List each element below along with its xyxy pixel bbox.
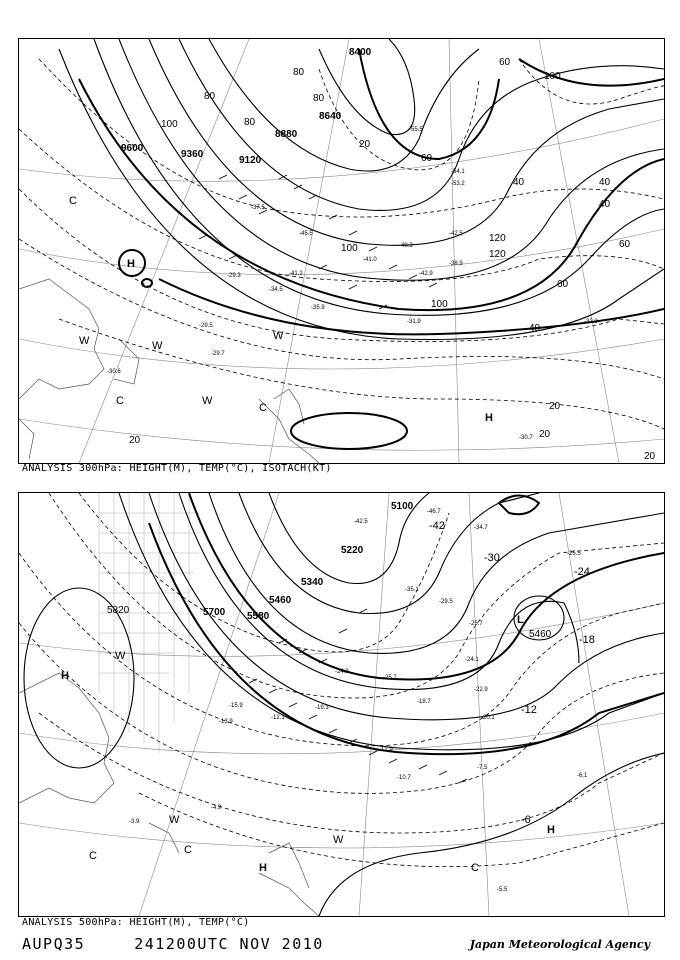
height-label: 8880	[275, 129, 298, 140]
height-labels-300	[121, 47, 372, 166]
cold-marker: C	[259, 402, 267, 414]
height-label: 5220	[341, 545, 364, 556]
svg-text:-41.2: -41.2	[289, 271, 303, 277]
height-label: 8400	[349, 47, 372, 58]
low-marker: L	[517, 614, 524, 626]
height-label: 5820	[107, 605, 130, 616]
thick-contours-500	[149, 493, 664, 754]
isotach-label: 60	[619, 239, 631, 250]
isotach-label: 80	[204, 91, 216, 102]
svg-text:-12.9: -12.9	[379, 747, 393, 753]
svg-text:-24.1: -24.1	[465, 657, 479, 663]
height-labels-500	[107, 501, 552, 640]
warm-marker: W	[202, 395, 213, 407]
svg-text:-32.3: -32.3	[584, 319, 598, 325]
isotach-label: 20	[549, 401, 561, 412]
cold-marker: C	[471, 862, 479, 874]
high-marker: H	[259, 862, 267, 874]
warm-marker: W	[169, 814, 180, 826]
height-contours-300	[59, 39, 664, 340]
svg-text:-29.3: -29.3	[227, 273, 241, 279]
svg-text:-19.3: -19.3	[315, 705, 329, 711]
isotach-label: 60	[421, 153, 433, 164]
warm-marker: W	[273, 330, 284, 342]
temp-labels-500	[129, 509, 588, 893]
height-label: 9600	[121, 143, 144, 154]
svg-text:-54.1: -54.1	[451, 169, 465, 175]
height-label: 5580	[247, 611, 270, 622]
isotach-label: 60	[557, 279, 569, 290]
svg-text:-25.7: -25.7	[469, 621, 483, 627]
svg-text:-4.9: -4.9	[211, 805, 222, 811]
height-label: 9360	[181, 149, 204, 160]
high-marker: H	[127, 258, 135, 270]
isotherm-label: -42	[429, 520, 445, 532]
hatching	[99, 493, 199, 753]
svg-text:-25.5: -25.5	[567, 551, 581, 557]
warm-marker: W	[152, 340, 163, 352]
isotherm-label: -12	[521, 704, 537, 716]
high-marker: H	[485, 412, 493, 424]
warm-marker: W	[115, 650, 126, 662]
high-marker: H	[547, 824, 555, 836]
svg-text:-29.5: -29.5	[199, 323, 213, 329]
caption-300hpa: ANALYSIS 300hPa: HEIGHT(M), TEMP(°C), ISOTACH(KT)	[22, 463, 332, 474]
isotach-label: 20	[644, 451, 656, 462]
svg-text:-6.1: -6.1	[577, 773, 588, 779]
height-label: 5100	[391, 501, 414, 512]
isotherm-label: -6	[521, 814, 531, 826]
svg-text:-3.9: -3.9	[129, 819, 140, 825]
svg-text:-29.7: -29.7	[211, 351, 225, 357]
cold-marker: C	[184, 844, 192, 856]
chart-500hpa	[18, 492, 665, 917]
height-label: 5460	[269, 595, 292, 606]
isotherm-label: -30	[484, 552, 500, 564]
svg-text:-53.2: -53.2	[451, 181, 465, 187]
svg-text:-55.5: -55.5	[409, 127, 423, 133]
svg-text:-31.9: -31.9	[407, 319, 421, 325]
svg-text:-35.9: -35.9	[311, 305, 325, 311]
height-label: 5700	[203, 607, 226, 618]
isotherm-label: -24	[574, 566, 590, 578]
svg-text:-42.5: -42.5	[449, 231, 463, 237]
isotach-label: 100	[161, 119, 178, 130]
isotach-label: 100	[341, 243, 358, 254]
svg-text:-12.1: -12.1	[271, 715, 285, 721]
svg-text:-7.5: -7.5	[477, 765, 488, 771]
isotach-lines	[79, 49, 664, 449]
svg-text:-46.7: -46.7	[427, 509, 441, 515]
svg-text:-30.6: -30.6	[107, 369, 121, 375]
svg-text:-20.1: -20.1	[481, 715, 495, 721]
height-label: 8640	[319, 111, 342, 122]
isotach-label: 40	[599, 199, 611, 210]
wind-barbs-300	[199, 175, 437, 309]
coastline	[19, 673, 319, 916]
warm-marker: W	[333, 834, 344, 846]
isotach-label: 20	[129, 435, 141, 446]
isotach-label: 20	[539, 429, 551, 440]
svg-text:-42.5: -42.5	[354, 519, 368, 525]
isotach-label: 60	[499, 57, 511, 68]
isotach-label: 120	[489, 233, 506, 244]
isotach-label: 20	[359, 139, 371, 150]
warm-marker: W	[79, 335, 90, 347]
isotach-label: 40	[513, 177, 525, 188]
product-header	[22, 935, 324, 953]
product-id: AUPQ35	[22, 935, 86, 953]
chart-300hpa	[18, 38, 665, 464]
isotach-label: 80	[244, 117, 256, 128]
agency-name: Japan Meteorological Agency	[469, 938, 650, 951]
height-label: 5460	[529, 629, 552, 640]
high-marker: H	[61, 670, 69, 682]
cold-marker: C	[69, 195, 77, 207]
svg-text:-34.5: -34.5	[269, 287, 283, 293]
isotach-label: 80	[293, 67, 305, 78]
valid-time: 241200UTC NOV 2010	[134, 935, 324, 953]
svg-text:-13.9: -13.9	[219, 719, 233, 725]
map-300hpa	[19, 39, 664, 463]
svg-text:-38.9: -38.9	[449, 261, 463, 267]
svg-text:-10.7: -10.7	[397, 775, 411, 781]
isotach-label: 100	[544, 71, 561, 82]
svg-text:-37.5: -37.5	[251, 205, 265, 211]
map-500hpa	[19, 493, 664, 916]
isotach-label: 120	[489, 249, 506, 260]
svg-text:-24.3: -24.3	[335, 669, 349, 675]
isotach-label: 40	[529, 323, 541, 334]
isotach-label: 100	[431, 299, 448, 310]
svg-text:-22.9: -22.9	[474, 687, 488, 693]
height-label: 9120	[239, 155, 262, 166]
height-label: 5340	[301, 577, 324, 588]
svg-text:-48.3: -48.3	[399, 243, 413, 249]
cold-marker: C	[116, 395, 124, 407]
svg-text:-29.5: -29.5	[439, 599, 453, 605]
isotherm-label: -18	[579, 634, 595, 646]
svg-text:-41.0: -41.0	[363, 257, 377, 263]
svg-text:-45.5: -45.5	[299, 231, 313, 237]
isotach-label: 80	[313, 93, 325, 104]
svg-text:-18.7: -18.7	[417, 699, 431, 705]
svg-text:-15.9: -15.9	[229, 703, 243, 709]
wind-barbs-500	[249, 609, 467, 783]
cold-marker: C	[89, 850, 97, 862]
caption-500hpa: ANALYSIS 500hPa: HEIGHT(M), TEMP(°C)	[22, 917, 250, 928]
svg-text:-5.5: -5.5	[497, 887, 508, 893]
svg-text:-35.1: -35.1	[405, 587, 419, 593]
svg-text:-42.9: -42.9	[419, 271, 433, 277]
svg-text:-30.7: -30.7	[519, 435, 533, 441]
svg-text:-25.7: -25.7	[383, 675, 397, 681]
svg-text:-34.7: -34.7	[474, 525, 488, 531]
isotach-label: 40	[599, 177, 611, 188]
